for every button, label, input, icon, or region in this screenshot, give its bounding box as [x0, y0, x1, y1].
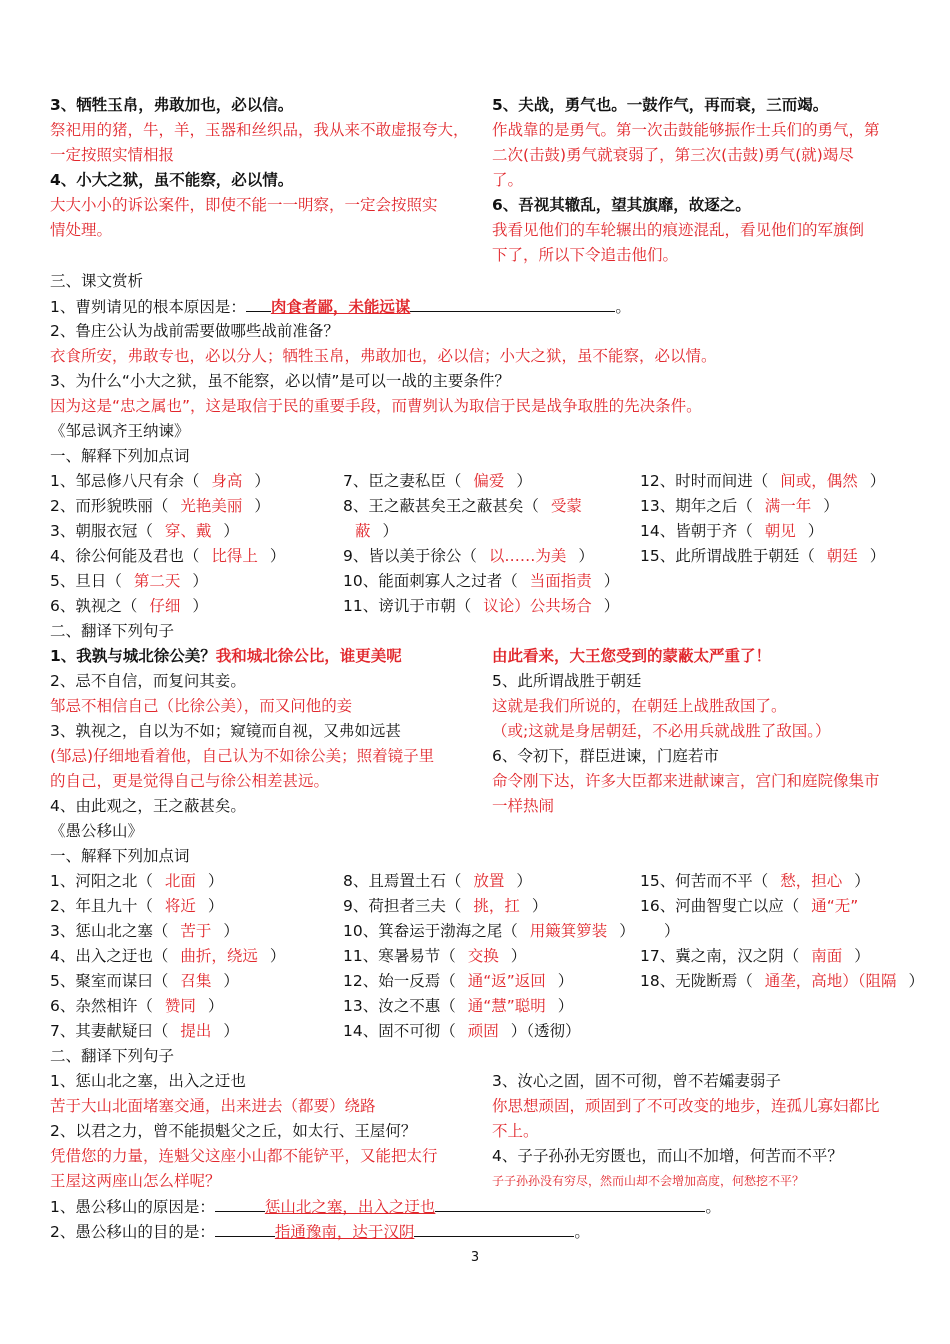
zouji-vocab-item [343, 570, 619, 592]
zouji-vocab-item [343, 545, 594, 567]
vocab-close: ） [807, 522, 824, 540]
vocab-question: 3、朝服衣冠（ [50, 522, 153, 540]
blank-line [410, 295, 615, 312]
vocab-close: ） [664, 922, 680, 940]
vocab-answer: 通“返”返回 [467, 972, 546, 990]
yugong-t4-a: 子子孙孙没有穷尽，然而山却不会增加高度，何愁挖不平？ [492, 1174, 805, 1188]
appreciation-q3: 3、为什么“小大之狱，虽不能察，必以情”是可以一战的主要条件？ [50, 372, 510, 390]
yugong-fill-2 [50, 1220, 590, 1243]
answer-6-line1: 我看见他们的车轮辗出的痕迹混乱，看见他们的军旗倒 [492, 221, 865, 239]
zouji-t3-a2: 的自己，更是觉得自己与徐公相差甚远。 [50, 772, 330, 790]
vocab-answer: 通“无” [811, 897, 859, 915]
vocab-question: 1、河阳之北（ [50, 872, 153, 890]
zouji-t4-a: 由此看来，大王您受到的蒙蔽太严重了！ [492, 647, 772, 665]
vocab-answer: 北面 [164, 872, 196, 890]
vocab-close: ） [192, 572, 208, 590]
appreciation-a1: 肉食者鄙，未能远谋 [270, 298, 411, 316]
vocab-close: ） [823, 497, 839, 515]
zouji-t5-a2: （或;这就是身居朝廷，不必用兵就战胜了敌国。） [492, 722, 831, 740]
vocab-question: 9、荷担者三夫（ [343, 897, 462, 915]
vocab-question: 14、固不可彻（ [343, 1022, 456, 1040]
vocab-answer: 偏爱 [473, 472, 505, 490]
vocab-close: ） [869, 472, 886, 490]
appreciation-q1 [50, 295, 631, 318]
vocab-question: 6、杂然相许（ [50, 997, 153, 1015]
yugong-t3-q: 3、汝心之固，固不可彻，曾不若孀妻弱子 [492, 1072, 781, 1090]
vocab-close: ） [908, 972, 925, 990]
question-5: 5、夫战，勇气也。一鼓作气，再而衰，三而竭。 [492, 96, 829, 114]
lesson-title-zouji: 《邹忌讽齐王纳谏》 [50, 422, 190, 440]
vocab-close: ） [619, 922, 635, 940]
vocab-answer: 蔽 [355, 522, 371, 540]
yugong-vocab-item [50, 970, 239, 992]
zouji-translate-heading: 二、翻译下列句子 [50, 622, 175, 640]
vocab-close: ） [223, 972, 239, 990]
vocab-close: ） [207, 897, 224, 915]
vocab-close: ） [557, 972, 574, 990]
yugong-translate-heading: 二、翻译下列句子 [50, 1047, 175, 1065]
vocab-close: ） [382, 522, 399, 540]
yugong-vocab-item [50, 945, 285, 967]
vocab-question: 4、出入之迂也（ [50, 947, 169, 965]
blank-line [246, 295, 271, 312]
yugong-fill-1 [50, 1195, 721, 1218]
yugong-vocab-item [50, 995, 223, 1017]
appreciation-a3: 因为这是“忠之属也”，这是取信于民的重要手段，而曹刿认为取信于民是战争取胜的先决条件。 [50, 397, 702, 415]
vocab-answer: 朝见 [764, 522, 796, 540]
vocab-question: 2、而形貌昳丽（ [50, 497, 169, 515]
vocab-question: 1、邹忌修八尺有余（ [50, 472, 200, 490]
vocab-close: ） [510, 947, 527, 965]
zouji-t1-question: 1、我孰与城北徐公美？ [50, 647, 216, 665]
vocab-question: 15、此所谓战胜于朝廷（ [640, 547, 815, 565]
vocab-question: 14、皆朝于齐（ [640, 522, 753, 540]
page-number: 3 [470, 1250, 480, 1265]
vocab-answer: 身高 [211, 472, 243, 490]
vocab-question: 17、冀之南，汉之阴（ [640, 947, 800, 965]
vocab-question: 12、始一反焉（ [343, 972, 456, 990]
yugong-vocab-item [640, 895, 870, 917]
yugong-vocab-item [640, 920, 680, 942]
blank-line [435, 1195, 705, 1212]
blank-line [215, 1220, 275, 1237]
answer-5-line1: 作战靠的是勇气。第一次击鼓能够振作士兵们的勇气，第 [492, 121, 880, 139]
vocab-question: 12、时时而间进（ [640, 472, 769, 490]
vocab-close: ） [531, 897, 548, 915]
vocab-question: 7、臣之妻私臣（ [343, 472, 462, 490]
zouji-t6-q: 6、令初下，群臣进谏，门庭若市 [492, 747, 719, 765]
vocab-answer: 以……为美 [488, 547, 567, 565]
yugong-fill-1-question: 1、愚公移山的原因是： [50, 1198, 215, 1216]
vocab-answer: 顽固 [467, 1022, 499, 1040]
lesson-title-yugong: 《愚公移山》 [50, 822, 144, 840]
appreciation-q1-text: 1、曹刿请见的根本原因是： [50, 298, 246, 316]
zouji-t4-q: 4、由此观之，王之蔽甚矣。 [50, 797, 246, 815]
appreciation-q2: 2、鲁庄公认为战前需要做哪些战前准备？ [50, 322, 339, 340]
zouji-t6-a1: 命令刚下达，许多大臣都来进献谏言，宫门和庭院像集市 [492, 772, 880, 790]
zouji-t1-q [50, 645, 402, 667]
vocab-answer: 通垄，高地）（阻隔 [764, 972, 897, 990]
blank-line [215, 1195, 265, 1212]
zouji-t3-q: 3、孰视之，自以为不如；窥镜而自视，又弗如远甚 [50, 722, 401, 740]
yugong-vocab-item [343, 945, 526, 967]
vocab-close: ） [854, 872, 870, 890]
zouji-vocab-item [50, 595, 208, 617]
vocab-close: ） [869, 547, 886, 565]
vocab-question: 5、聚室而谋曰（ [50, 972, 169, 990]
section-heading-appreciation: 三、课文赏析 [50, 272, 144, 290]
vocab-close: ） [854, 947, 870, 965]
zouji-vocab-item [343, 595, 619, 617]
answer-5-line2: 二次(击鼓)勇气就衰弱了，第三次(击鼓)勇气(就)竭尽 [492, 146, 854, 164]
vocab-question: 9、皆以美于徐公（ [343, 547, 477, 565]
vocab-answer: 光艳美丽 [180, 497, 243, 515]
period: 。 [615, 298, 631, 316]
question-3: 3、牺牲玉帛，弗敢加也，必以信。 [50, 96, 294, 114]
answer-4-line1: 大大小小的诉讼案件，即使不能一一明察，一定会按照实 [50, 196, 438, 214]
vocab-question: 16、河曲智叟亡以应（ [640, 897, 800, 915]
zouji-t2-a: 邹忌不相信自己（比徐公美），而又问他的妾 [50, 697, 353, 715]
vocab-question: 15、何苦而不平（ [640, 872, 769, 890]
yugong-t2-a2: 王屋这两座山怎么样呢？ [50, 1172, 221, 1190]
vocab-question: 7、其妻献疑曰（ [50, 1022, 169, 1040]
yugong-vocab-item [343, 870, 532, 892]
answer-6-line2: 下了，所以下令追击他们。 [492, 246, 679, 264]
vocab-answer: 朝廷 [826, 547, 858, 565]
vocab-question: 3、惩山北之塞（ [50, 922, 169, 940]
yugong-t2-a1: 凭借您的力量，连魁父这座小山都不能铲平，又能把太行 [50, 1147, 438, 1165]
zouji-t5-a1: 这就是我们所说的，在朝廷上战胜敌国了。 [492, 697, 787, 715]
vocab-answer: 穿、戴 [164, 522, 212, 540]
vocab-answer: 赞同 [164, 997, 196, 1015]
vocab-answer: 将近 [164, 897, 196, 915]
zouji-t1-answer: 我和城北徐公比，谁更美呢 [215, 647, 402, 665]
vocab-question: 5、旦日（ [50, 572, 122, 590]
answer-3-line1: 祭祀用的猪，牛，羊，玉器和丝织品，我从来不敢虚报夸大， [50, 121, 469, 139]
yugong-vocab-item [50, 870, 223, 892]
yugong-vocab-item [50, 895, 223, 917]
vocab-question: 2、年且九十（ [50, 897, 153, 915]
vocab-answer: 愁，担心 [780, 872, 843, 890]
vocab-answer: 用簸箕箩装 [529, 922, 608, 940]
vocab-answer: 间或，偶然 [780, 472, 858, 490]
zouji-vocab-item [50, 495, 270, 517]
vocab-question: 13、汝之不惠（ [343, 997, 456, 1015]
yugong-vocab-item [50, 1020, 239, 1042]
vocab-question: 11、寒暑易节（ [343, 947, 456, 965]
vocab-answer: 通“慧”聪明 [467, 997, 546, 1015]
period: 。 [705, 1198, 721, 1216]
zouji-t3-a1: (邹忌)仔细地看着他，自己认为不如徐公美；照着镜子里 [50, 747, 435, 765]
vocab-close: ） [207, 997, 224, 1015]
yugong-vocab-item [640, 970, 924, 992]
vocab-answer: 交换 [467, 947, 499, 965]
yugong-t4-q: 4、子子孙孙无穷匮也，而山不加增，何苦而不平？ [492, 1147, 843, 1165]
vocab-question: 10、箕畚运于渤海之尾（ [343, 922, 518, 940]
yugong-t3-a2: 不上。 [492, 1122, 539, 1140]
yugong-t1-q: 1、惩山北之塞，出入之迂也 [50, 1072, 246, 1090]
vocab-answer: 比得上 [211, 547, 258, 565]
vocab-answer: 第二天 [133, 572, 181, 590]
zouji-vocab-heading: 一、解释下列加点词 [50, 447, 190, 465]
answer-5-line3: 了。 [492, 171, 524, 189]
question-4: 4、小大之狱，虽不能察，必以情。 [50, 171, 294, 189]
vocab-close: ） [223, 1022, 239, 1040]
vocab-answer: 苦于 [180, 922, 212, 940]
yugong-vocab-item [343, 995, 573, 1017]
vocab-close: ） [557, 997, 574, 1015]
vocab-question: 13、期年之后（ [640, 497, 753, 515]
yugong-fill-2-answer: 指通豫南，达于汉阴 [274, 1223, 415, 1241]
vocab-close: ） [207, 872, 224, 890]
blank-line [414, 1220, 574, 1237]
zouji-t5-q: 5、此所谓战胜于朝廷 [492, 672, 642, 690]
zouji-vocab-item [50, 545, 285, 567]
yugong-fill-1-answer: 惩山北之塞，出入之迂也 [264, 1198, 436, 1216]
vocab-close: ）（透彻） [510, 1022, 581, 1040]
vocab-close: ） [223, 522, 239, 540]
yugong-vocab-item [640, 870, 870, 892]
vocab-answer: 提出 [180, 1022, 212, 1040]
yugong-vocab-item [343, 1020, 581, 1042]
vocab-question: 8、且焉置土石（ [343, 872, 462, 890]
vocab-question: 4、徐公何能及君也（ [50, 547, 200, 565]
yugong-vocab-item [50, 920, 239, 942]
vocab-close: ） [603, 572, 620, 590]
yugong-t1-a: 苦于大山北面堵塞交通，出来进去（都要）绕路 [50, 1097, 376, 1115]
vocab-answer: 挑，扛 [473, 897, 520, 915]
vocab-question: 18、无陇断焉（ [640, 972, 753, 990]
answer-3-line2: 一定按照实情相报 [50, 146, 175, 164]
vocab-question: 6、孰视之（ [50, 597, 138, 615]
question-6: 6、吾视其辙乱，望其旗靡，故逐之。 [492, 196, 751, 214]
vocab-answer: 受蒙 [550, 497, 582, 515]
zouji-vocab-item [50, 520, 239, 542]
zouji-t2-q: 2、忌不自信，而复问其妾。 [50, 672, 246, 690]
vocab-answer: 满一年 [764, 497, 812, 515]
vocab-answer: 放置 [473, 872, 505, 890]
vocab-close: ） [269, 947, 286, 965]
zouji-vocab-item [50, 470, 270, 492]
vocab-close: ） [254, 497, 270, 515]
vocab-answer: 召集 [180, 972, 212, 990]
yugong-vocab-item [343, 970, 573, 992]
zouji-vocab-item [640, 545, 885, 567]
vocab-question: 8、王之蔽甚矣王之蔽甚矣（ [343, 497, 539, 515]
zouji-vocab-item [343, 495, 594, 517]
vocab-close: ） [603, 597, 620, 615]
vocab-question: 10、能面刺寡人之过者（ [343, 572, 518, 590]
vocab-close: ） [578, 547, 594, 565]
zouji-vocab-item [640, 520, 823, 542]
yugong-fill-2-question: 2、愚公移山的目的是： [50, 1223, 215, 1241]
vocab-answer: 南面 [811, 947, 843, 965]
zouji-vocab-item [50, 570, 208, 592]
yugong-vocab-item [343, 920, 635, 942]
zouji-vocab-item [343, 470, 532, 492]
yugong-vocab-item [343, 895, 547, 917]
zouji-t6-a2: 一样热闹 [492, 797, 555, 815]
zouji-vocab-item [640, 495, 839, 517]
answer-4-line2: 情处理。 [50, 221, 113, 239]
vocab-answer: 当面指责 [529, 572, 592, 590]
vocab-close: ） [192, 597, 208, 615]
yugong-t3-a1: 你思想顽固，顽固到了不可改变的地步，连孤儿寡妇都比 [492, 1097, 880, 1115]
vocab-answer: 议论）公共场合 [483, 597, 592, 615]
appreciation-a2: 衣食所安，弗敢专也，必以分人；牺牲玉帛，弗敢加也，必以信；小大之狱，虽不能察，必以情。 [50, 347, 717, 365]
period: 。 [574, 1223, 590, 1241]
yugong-vocab-item [640, 945, 870, 967]
vocab-close: ） [269, 547, 286, 565]
yugong-t2-q: 2、以君之力，曾不能损魁父之丘，如太行、王屋何？ [50, 1122, 417, 1140]
vocab-close: ） [223, 922, 239, 940]
vocab-close: ） [516, 872, 532, 890]
vocab-answer: 曲折，绕远 [180, 947, 258, 965]
zouji-vocab-item [343, 520, 398, 542]
vocab-answer: 仔细 [149, 597, 181, 615]
vocab-close: ） [254, 472, 270, 490]
vocab-close: ） [516, 472, 532, 490]
yugong-vocab-heading: 一、解释下列加点词 [50, 847, 190, 865]
zouji-vocab-item [640, 470, 885, 492]
vocab-question: 11、谤讥于市朝（ [343, 597, 472, 615]
